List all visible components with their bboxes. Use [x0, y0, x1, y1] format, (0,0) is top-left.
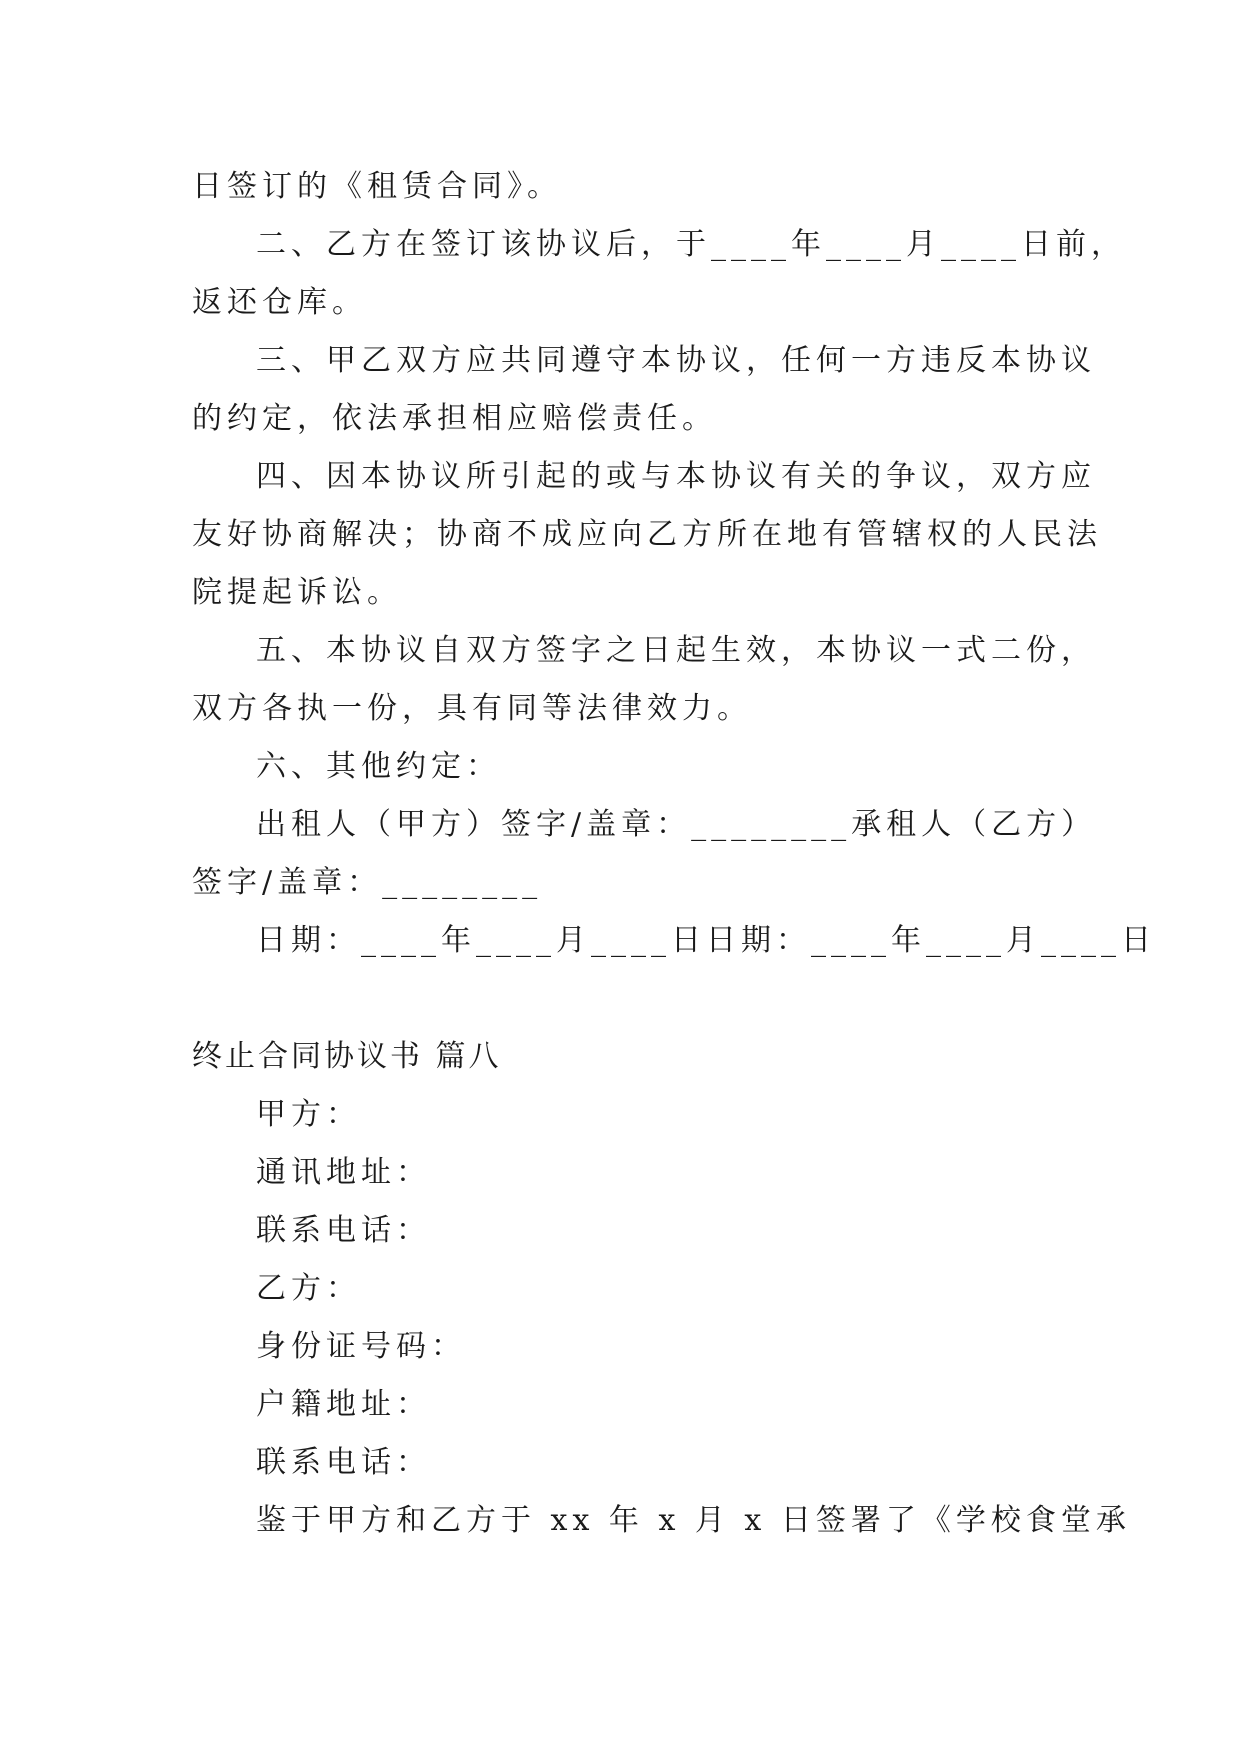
paragraph-line: 返还仓库。	[192, 285, 367, 320]
party-b-label: 乙方：	[256, 1271, 361, 1306]
document-page	[192, 158, 1156, 1550]
clause-five-line: 五、本协议自双方签字之日起生效，本协议一式二份，	[256, 633, 1096, 668]
date-line: 日期：____年____月____日日期：____年____月____日	[256, 923, 1156, 958]
clause-four-line: 四、因本协议所引起的或与本协议有关的争议，双方应	[256, 459, 1096, 494]
signature-line: 签字/盖章：________	[192, 865, 543, 900]
paragraph-line: 日签订的《租赁合同》。	[192, 169, 562, 204]
paragraph-spacer	[192, 970, 1072, 1028]
phone-label: 联系电话：	[256, 1213, 431, 1248]
section-title: 终止合同协议书 篇八	[192, 1039, 502, 1074]
party-a-label: 甲方：	[256, 1097, 361, 1132]
paragraph-line: 友好协商解决；协商不成应向乙方所在地有管辖权的人民法	[192, 517, 1102, 552]
clause-two-line: 二、乙方在签订该协议后，于____年____月____日前，	[256, 227, 1126, 262]
paragraph-line: 双方各执一份，具有同等法律效力。	[192, 691, 752, 726]
phone-label: 联系电话：	[256, 1445, 431, 1480]
signature-line: 出租人（甲方）签字/盖章：________承租人（乙方）	[256, 807, 1097, 842]
preamble-line: 鉴于甲方和乙方于 xx 年 x 月 x 日签署了《学校食堂承	[256, 1503, 1131, 1538]
clause-six-line: 六、其他约定：	[256, 749, 501, 784]
address-label: 通讯地址：	[256, 1155, 431, 1190]
paragraph-line: 院提起诉讼。	[192, 575, 402, 610]
household-address-label: 户籍地址：	[256, 1387, 431, 1422]
paragraph-line: 的约定，依法承担相应赔偿责任。	[192, 401, 717, 436]
clause-three-line: 三、甲乙双方应共同遵守本协议，任何一方违反本协议	[256, 343, 1096, 378]
id-number-label: 身份证号码：	[256, 1329, 466, 1364]
